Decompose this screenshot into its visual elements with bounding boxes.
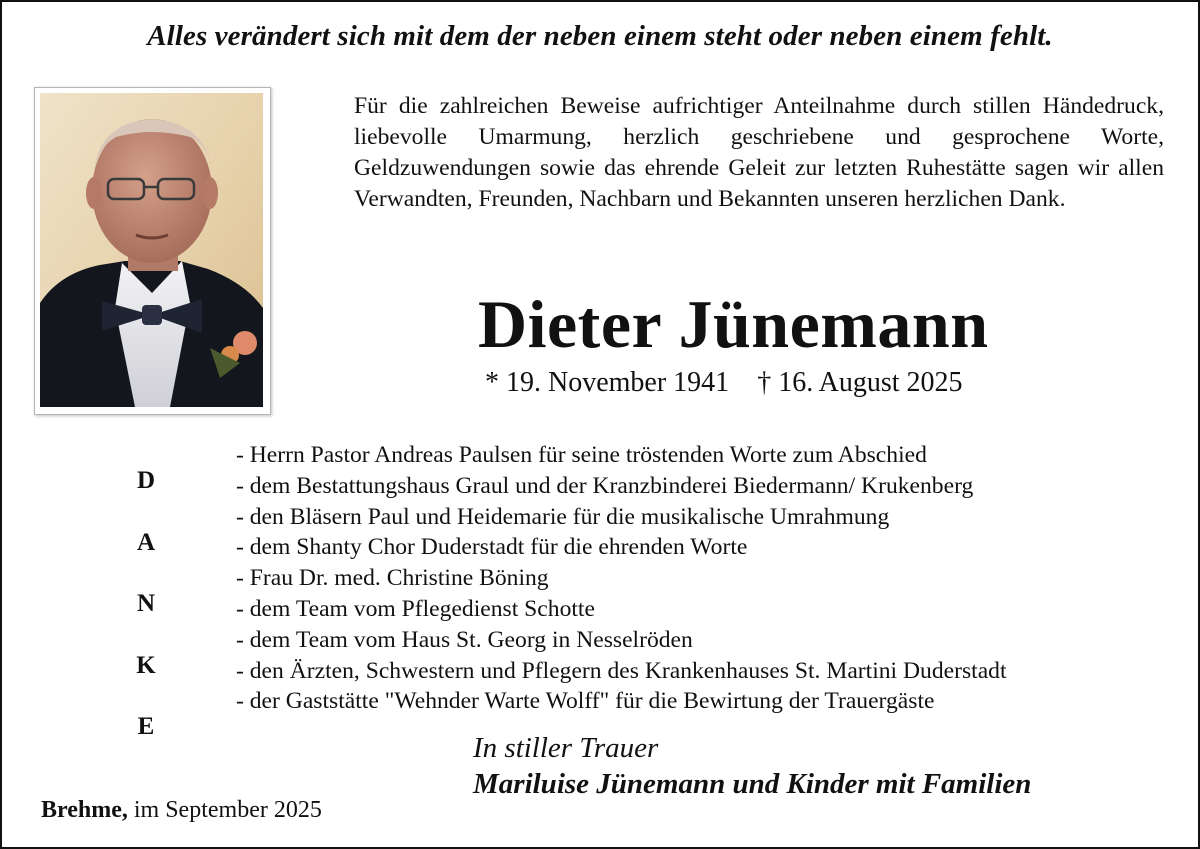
thanks-item: - den Ärzten, Schwestern und Pflegern des Krankenhauses St. Martini Duderstadt: [236, 657, 1007, 684]
intro-text: Für die zahlreichen Beweise aufrichtiger Anteilnahme durch stillen Händedruck, liebevolle Umarmung, herzlich geschriebene und gesprochene Worte, Geldzuwendungen sowie das ehrende Geleit zur letzten Ruhestätte sagen wir allen Verwandten, Freunden, Nachbarn und Bekannten unseren herzlichen Dank.: [354, 93, 1164, 212]
place: Brehme,: [41, 797, 128, 823]
mourning-label: In stiller Trauer: [473, 732, 659, 764]
deceased-name: Dieter Jünemann: [478, 286, 989, 362]
thanks-item: - dem Shanty Chor Duderstadt für die ehrenden Worte: [236, 534, 748, 561]
thanks-item: - dem Team vom Haus St. Georg in Nesselröden: [236, 626, 693, 653]
danke-letter: K: [136, 651, 156, 679]
thanks-item: - der Gaststätte "Wehnder Warte Wolff" für die Bewirtung der Trauergäste: [236, 688, 935, 715]
death-date: † 16. August 2025: [757, 367, 963, 398]
thanks-item: - dem Bestattungshaus Graul und der Kranzbinderei Biedermann/ Krukenberg: [236, 472, 974, 499]
thanks-item: - Frau Dr. med. Christine Böning: [236, 565, 549, 592]
thanks-item: - Herrn Pastor Andreas Paulsen für seine tröstenden Worte zum Abschied: [236, 442, 927, 468]
life-dates: [485, 367, 963, 399]
thanks-list: [236, 440, 1007, 717]
thanks-item: - dem Team vom Pflegedienst Schotte: [236, 595, 595, 622]
motto: Alles verändert sich mit dem der neben einem steht oder neben einem fehlt.: [147, 20, 1053, 52]
place-and-date: [41, 797, 322, 824]
portrait-photo: [40, 93, 263, 407]
danke-letter: N: [136, 590, 156, 617]
danke-vertical: [130, 450, 162, 758]
portrait-photo-frame: [34, 87, 271, 415]
date: im September 2025: [133, 797, 322, 823]
danke-letter: A: [136, 528, 156, 556]
birth-date: * 19. November 1941: [485, 367, 730, 398]
thanks-item: - den Bläsern Paul und Heidemarie für die musikalische Umrahmung: [236, 503, 890, 530]
mourners: Mariluise Jünemann und Kinder mit Familien: [473, 768, 1032, 800]
danke-letter: D: [136, 467, 156, 494]
danke-letter: E: [137, 713, 155, 740]
